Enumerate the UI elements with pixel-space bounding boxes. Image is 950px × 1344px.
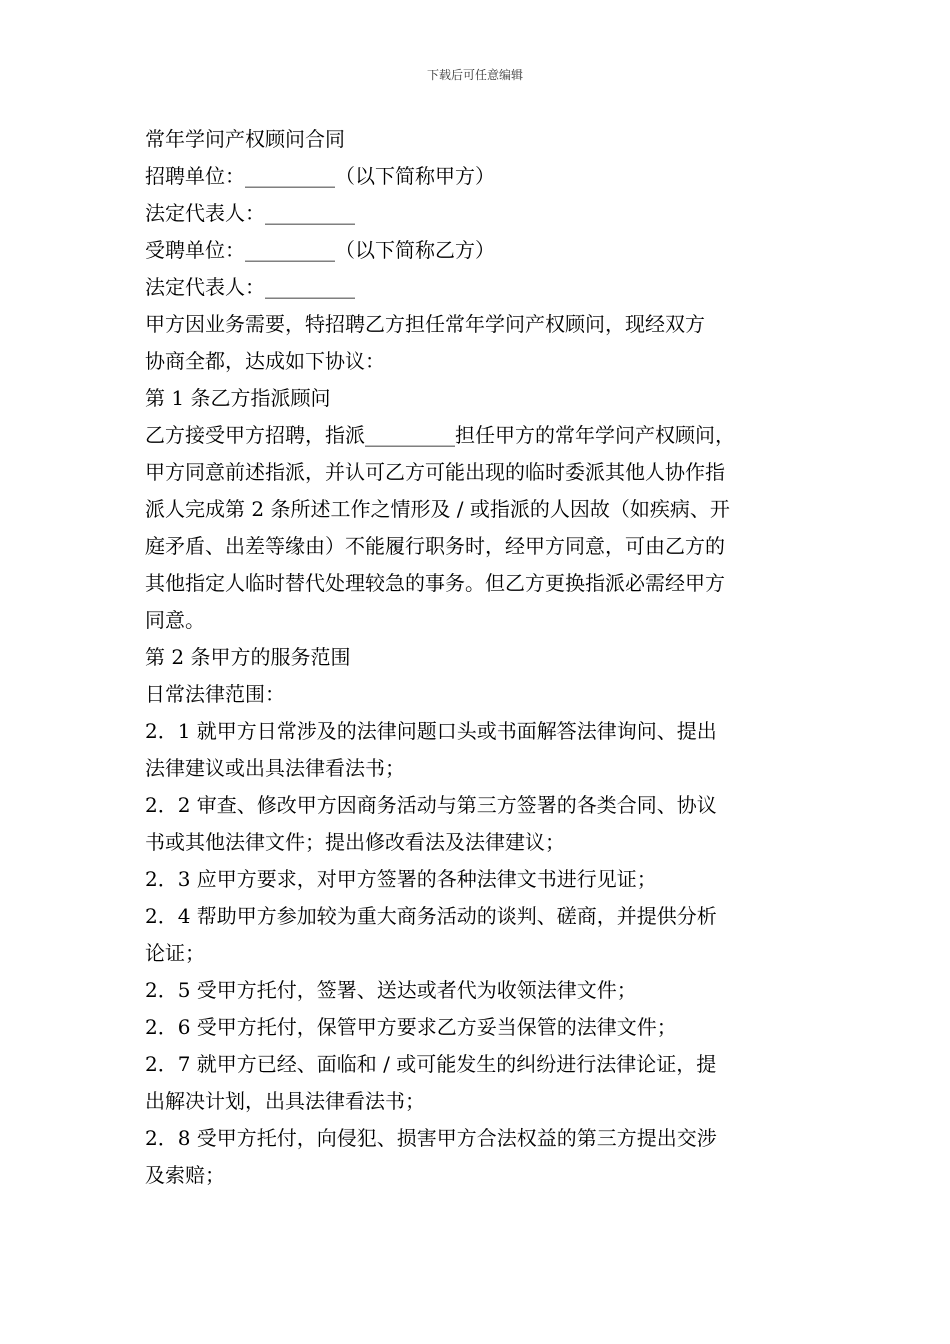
- document-line: 2．6 受甲方托付，保管甲方要求乙方妥当保管的法律文件；: [145, 1015, 677, 1039]
- document-line: 派人完成第 2 条所述工作之情形及 / 或指派的人因故（如疾病、开: [145, 497, 730, 521]
- document-line: 甲方因业务需要，特招聘乙方担任常年学问产权顾问，现经双方: [145, 312, 705, 336]
- document-line: 法律建议或出具法律看法书；: [145, 756, 405, 780]
- document-line: 2．1 就甲方日常涉及的法律问题口头或书面解答法律询问、提出: [145, 719, 717, 743]
- document-line: 2．2 审查、修改甲方因商务活动与第三方签署的各类合同、协议: [145, 793, 717, 817]
- document-line: 日常法律范围：: [145, 682, 285, 706]
- document-line: 法定代表人：_________: [145, 201, 355, 225]
- document-line: 2．5 受甲方托付，签署、送达或者代为收领法律文件；: [145, 978, 637, 1002]
- document-line: 2．7 就甲方已经、面临和 / 或可能发生的纠纷进行法律论证，提: [145, 1052, 717, 1076]
- document-line: 2．4 帮助甲方参加较为重大商务活动的谈判、磋商，并提供分析: [145, 904, 717, 928]
- document-line: 招聘单位：_________（以下简称甲方）: [145, 164, 495, 188]
- document-line: 论证；: [145, 941, 205, 965]
- document-body: [145, 121, 815, 1194]
- document-line: 受聘单位：_________（以下简称乙方）: [145, 238, 495, 262]
- document-line: 2．8 受甲方托付，向侵犯、损害甲方合法权益的第三方提出交涉: [145, 1126, 717, 1150]
- document-line: 庭矛盾、出差等缘由）不能履行职务时，经甲方同意，可由乙方的: [145, 534, 725, 558]
- page-header: [0, 66, 950, 83]
- document-title: 常年学问产权顾问合同: [145, 127, 345, 151]
- header-note: 下载后可任意编辑: [426, 68, 523, 82]
- document-line: 甲方同意前述指派，并认可乙方可能出现的临时委派其他人协作指: [145, 460, 725, 484]
- document-line: 第 1 条乙方指派顾问: [145, 386, 331, 410]
- document-line: 书或其他法律文件；提出修改看法及法律建议；: [145, 830, 565, 854]
- document-line: 第 2 条甲方的服务范围: [145, 645, 351, 669]
- document-line: 乙方接受甲方招聘，指派_________担任甲方的常年学问产权顾问，: [145, 423, 735, 447]
- document-line: 其他指定人临时替代处理较急的事务。但乙方更换指派必需经甲方: [145, 571, 725, 595]
- document-line: 2．3 应甲方要求，对甲方签署的各种法律文书进行见证；: [145, 867, 657, 891]
- document-line: 同意。: [145, 608, 205, 632]
- document-line: 协商全都，达成如下协议：: [145, 349, 385, 373]
- document-line: 出解决计划，出具法律看法书；: [145, 1089, 425, 1113]
- document-line: 及索赔；: [145, 1163, 225, 1187]
- document-line: 法定代表人：_________: [145, 275, 355, 299]
